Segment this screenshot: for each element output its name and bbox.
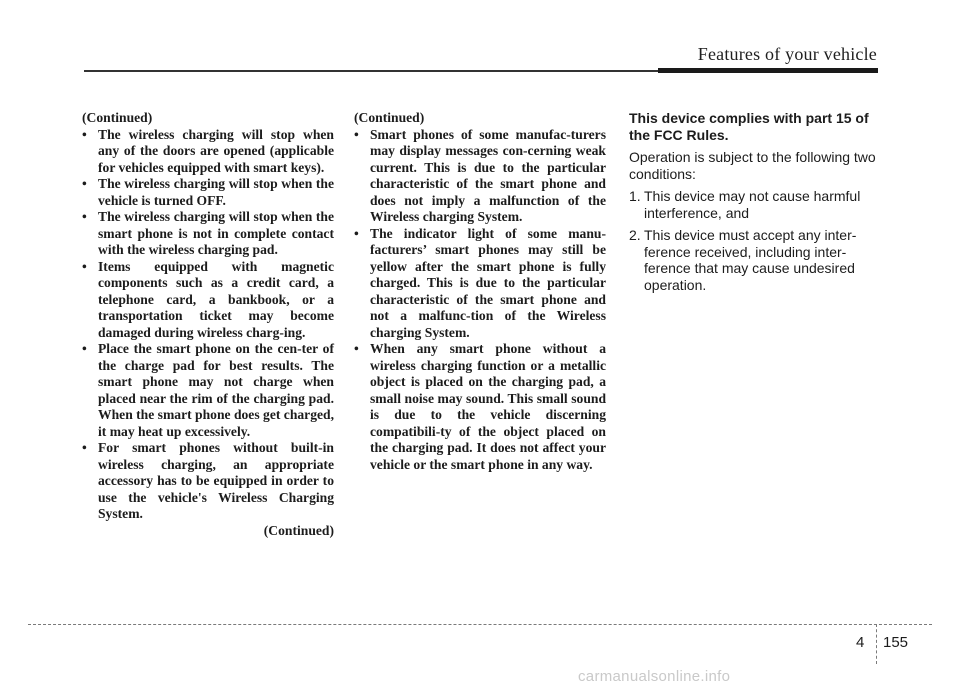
page-number: 155 (883, 634, 909, 651)
bullet-icon: • (354, 225, 359, 241)
header-divider (84, 70, 660, 72)
bullet-icon: • (354, 126, 359, 142)
list-item (82, 209, 334, 259)
list-item (82, 341, 334, 440)
chapter-number: 4 (856, 634, 865, 651)
list-item-text: This device must accept any inter-ference received, including inter-ference that may cause undesired operation. (644, 227, 857, 293)
bullet-icon: • (82, 176, 87, 191)
list-item (354, 127, 606, 226)
fcc-intro: Operation is subject to the following two conditions: (629, 149, 876, 182)
list-item (82, 440, 334, 523)
list-item-text: For smart phones without built-in wireless charging, an appropriate accessory has to be equipped in order to use the vehicle's Wireless Charging System. (98, 440, 334, 521)
bullet-icon: • (82, 209, 87, 224)
list-item-text: The indicator light of some manu-facturers’ smart phones may still be yellow after the smart phone is fully charged. This is due to the particular characteristic of the smart phone and not a malfunc-tion of the Wireless charging System. (370, 225, 606, 340)
list-item (82, 127, 334, 177)
list-item (354, 341, 606, 473)
fcc-heading: This device complies with part 15 of the FCC Rules. (629, 110, 869, 143)
list-item-text: This device may not cause harmful interference, and (644, 188, 861, 221)
list-item-text: Items equipped with magnetic components such as a credit card, a telephone card, a bankbook, or a transportation ticket may become damaged during wireless charg-ing. (98, 258, 334, 340)
bullet-icon: • (82, 440, 87, 455)
list-item-text: The wireless charging will stop when the vehicle is turned OFF. (98, 176, 334, 208)
list-item (82, 176, 334, 209)
watermark: carmanualsonline.info (578, 668, 731, 685)
bullet-icon: • (82, 258, 87, 274)
bullet-icon: • (354, 341, 359, 356)
list-item-text: Place the smart phone on the cen-ter of the charge pad for best results. The smart phone may not charge when placed near the rim of the charging pad. When the smart phone does get charged, it may heat up excessively. (98, 341, 334, 439)
bullet-list (82, 127, 334, 523)
list-item (354, 226, 606, 342)
list-item-text: The wireless charging will stop when any of the doors are opened (applicable for vehicles equipped with smart keys). (98, 126, 334, 175)
footer-page-separator (876, 624, 877, 664)
content-column-1 (82, 110, 334, 539)
bullet-list (354, 127, 606, 474)
page-header-title: Features of your vehicle (697, 44, 877, 64)
footer-divider (28, 624, 932, 625)
numbered-list (629, 188, 881, 293)
list-item (629, 188, 881, 221)
list-item (629, 227, 881, 293)
continued-label: (Continued) (82, 110, 153, 125)
continued-label: (Continued) (354, 110, 425, 125)
header-divider-accent (658, 68, 878, 73)
list-number: 2. (629, 227, 641, 243)
list-item-text: The wireless charging will stop when the smart phone is not in complete contact with the wireless charging pad. (98, 209, 334, 257)
list-item-text: When any smart phone without a wireless charging function or a metallic object is placed on the charging pad, a small noise may sound. This small sound is due to the vehicle discerning compatibili-ty of the object placed on the charging pad. It does not affect your vehicle or the smart phone in any way. (370, 341, 606, 472)
list-number: 1. (629, 188, 641, 204)
content-column-2 (354, 110, 606, 473)
list-item-text: Smart phones of some manufac-turers may display messages con-cerning weak current. This is due to the particular characteristic of the smart phone and does not imply a malfunction of the Wireless charging System. (370, 126, 606, 224)
list-item (82, 259, 334, 342)
content-column-3 (629, 110, 881, 299)
continued-label: (Continued) (263, 522, 334, 538)
bullet-icon: • (82, 341, 87, 356)
bullet-icon: • (82, 126, 87, 142)
